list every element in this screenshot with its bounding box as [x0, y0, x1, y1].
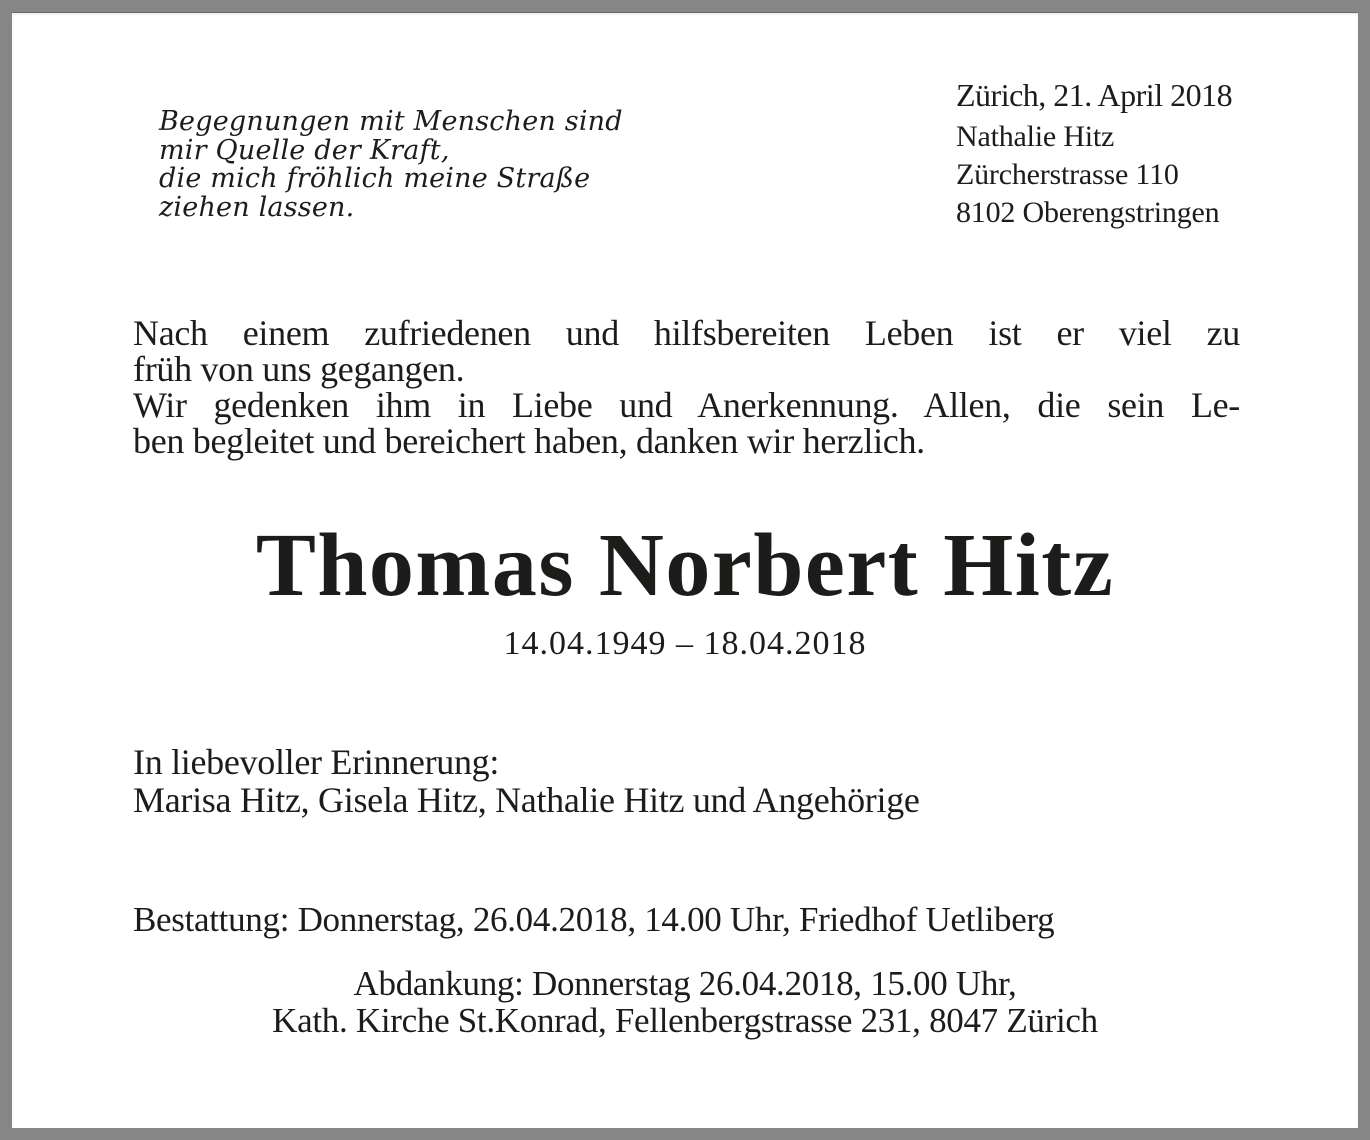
- deceased-name: Thomas Norbert Hitz: [255, 516, 1115, 615]
- place-and-date: Zürich, 21. April 2018: [956, 77, 1233, 113]
- life-dates: 14.04.1949 – 18.04.2018: [503, 625, 867, 662]
- obituary-line: Nach einem zufriedenen und hilfsbereiten Leben ist er viel zu: [133, 313, 1240, 353]
- obituary-text: [133, 315, 1240, 459]
- sender-name: Nathalie Hitz: [956, 120, 1115, 153]
- burial-info: Bestattung: Donnerstag, 26.04.2018, 14.00 Uhr, Friedhof Uetliberg: [133, 900, 1055, 939]
- quote-line: Begegnungen mit Menschen sind: [159, 106, 623, 137]
- obituary-line: ben begleitet und bereichert haben, danken wir herzlich.: [133, 421, 925, 461]
- memorial-quote: [159, 108, 623, 222]
- sender-address-block: [956, 78, 1296, 232]
- sender-city: 8102 Oberengstringen: [956, 196, 1220, 229]
- remembrance-title: In liebevoller Erinnerung:: [133, 742, 500, 782]
- remembrance-block: [133, 743, 1253, 819]
- mourners-names: Marisa Hitz, Gisela Hitz, Nathalie Hitz und Angehörige: [133, 780, 920, 820]
- service-line: Abdankung: Donnerstag 26.04.2018, 15.00 Uhr,: [353, 964, 1017, 1003]
- obituary-line: früh von uns gegangen.: [133, 349, 465, 389]
- quote-line: die mich fröhlich meine Straße: [159, 163, 591, 194]
- obituary-line: Wir gedenken ihm in Liebe und Anerkennung. Allen, die sein Le-: [133, 385, 1240, 425]
- quote-line: mir Quelle der Kraft,: [159, 134, 450, 166]
- sender-street: Zürcherstrasse 110: [956, 158, 1179, 191]
- service-line: Kath. Kirche St.Konrad, Fellenbergstrasse 231, 8047 Zürich: [272, 1001, 1098, 1040]
- service-info: [12, 965, 1358, 1039]
- quote-line: ziehen lassen.: [159, 191, 355, 223]
